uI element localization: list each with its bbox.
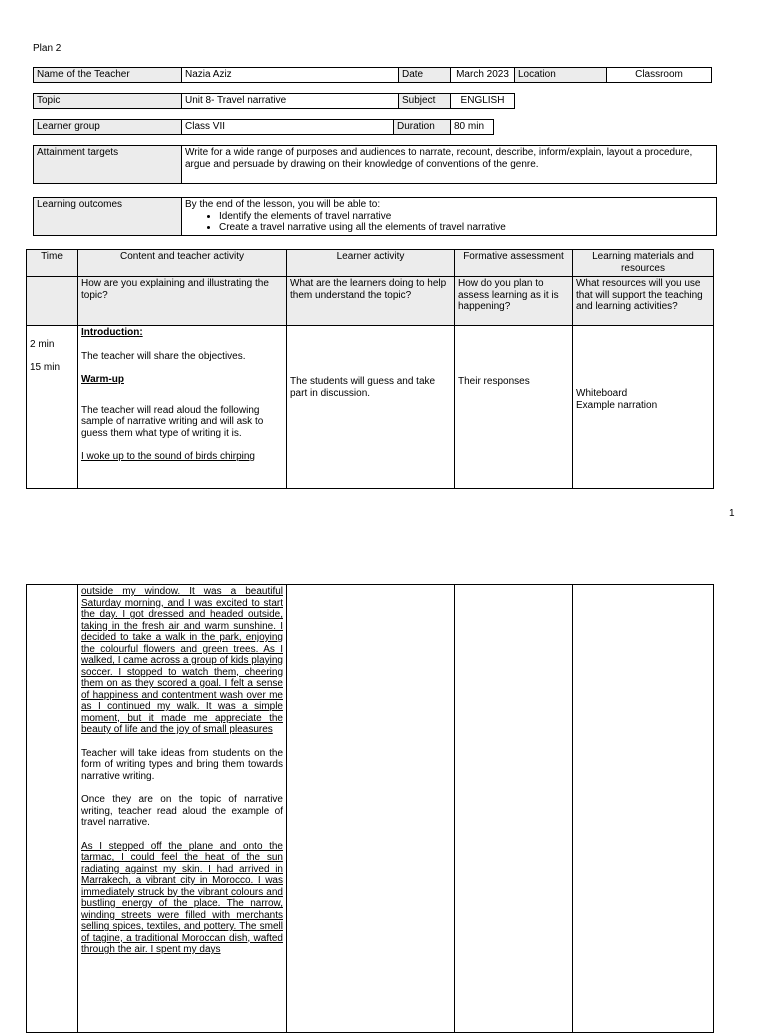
time-cell — [27, 326, 78, 489]
learner-activity: The students will guess and take part in discussion. — [287, 326, 455, 489]
location-label: Location — [515, 68, 607, 83]
warmup-heading: Warm-up — [81, 374, 124, 385]
duration-value: 80 min — [451, 120, 494, 135]
resource-whiteboard: Whiteboard — [576, 388, 628, 399]
sample-start: I woke up to the sound of birds chirping — [81, 451, 255, 462]
header-learner: Learner activity — [287, 250, 455, 277]
page-number: 1 — [729, 508, 735, 519]
resource-example: Example narration — [576, 399, 658, 411]
date-value: March 2023 — [451, 68, 515, 83]
content-cell — [78, 326, 287, 489]
learner-label: Learner group — [34, 120, 182, 135]
attainment-value: Write for a wide range of purposes and audiences to narrate, recount, describe, inform/explain, layout a procedure, argue and persuade by drawing on their knowledge of conventions of the genre. — [182, 146, 717, 184]
outcomes-table — [33, 197, 717, 236]
intro-text: The teacher will share the objectives. — [81, 350, 246, 362]
outcomes-label: Learning outcomes — [34, 198, 182, 236]
topic-label: Topic — [34, 94, 182, 109]
travel-narrative: As I stepped off the plane and onto the tarmac, I could feel the heat of the sun radiating against my skin. I had arrived in Marrakech, a vibrant city in Morocco. I was immediately struck by the vibrant colours and bustling energy of the place. The narrow, winding streets were filled with merchants selling spices, textiles, and pottery. The smell of tagine, a traditional Moroccan dish, wafted through the air. I spent my days — [81, 840, 283, 955]
question-resources: What resources will you use that will support the teaching and learning activities? — [573, 277, 714, 326]
topic-table — [33, 93, 515, 109]
header-time: Time — [27, 250, 78, 277]
outcomes-list — [185, 211, 713, 234]
location-value: Classroom — [607, 68, 712, 83]
header-content: Content and teacher activity — [78, 250, 287, 277]
learner-table — [33, 119, 494, 135]
teacher-value: Nazia Aziz — [182, 68, 399, 83]
outcomes-content — [182, 198, 717, 236]
plan-label: Plan 2 — [33, 43, 62, 54]
date-label: Date — [399, 68, 451, 83]
attainment-table — [33, 145, 717, 184]
warmup-text: The teacher will read aloud the following sample of narrative writing and will ask to guess them what type of writing it is. — [81, 404, 264, 439]
time-intro: 2 min — [30, 339, 55, 350]
outcome-item: • Create a travel narrative using all the elements of travel narrative — [219, 222, 713, 234]
lesson-table — [26, 249, 714, 489]
topic-text: Once they are on the topic of narrative writing, teacher read aloud the example of travel narrative. — [81, 794, 283, 828]
intro-heading: Introduction: — [81, 327, 143, 338]
content-cell-continued — [78, 585, 287, 1033]
subject-value: ENGLISH — [451, 94, 515, 109]
outcome-item: • Identify the elements of travel narrative — [219, 211, 713, 223]
time-cell-continued — [27, 585, 78, 1033]
lesson-table-continued — [26, 584, 714, 1033]
question-assessment: How do you plan to assess learning as it is happening? — [455, 277, 573, 326]
outcomes-intro: By the end of the lesson, you will be able to: — [185, 199, 381, 210]
question-learner: What are the learners doing to help them understand the topic? — [287, 277, 455, 326]
assessment-cell: Their responses — [455, 326, 573, 489]
resources-cell — [573, 326, 714, 489]
ideas-text: Teacher will take ideas from students on the form of writing types and bring them towards narrative writing. — [81, 747, 283, 782]
attainment-label: Attainment targets — [34, 146, 182, 184]
header-assessment: Formative assessment — [455, 250, 573, 277]
question-content: How are you explaining and illustrating the topic? — [78, 277, 287, 326]
assessment-cell-continued — [455, 585, 573, 1033]
learner-value: Class VII — [182, 120, 394, 135]
header-table — [33, 67, 712, 83]
resources-cell-continued — [573, 585, 714, 1033]
teacher-label: Name of the Teacher — [34, 68, 182, 83]
learner-cell-continued — [287, 585, 455, 1033]
subject-label: Subject — [399, 94, 451, 109]
question-time-empty — [27, 277, 78, 326]
header-resources: Learning materials and resources — [573, 250, 714, 277]
topic-value: Unit 8- Travel narrative — [182, 94, 399, 109]
time-warmup: 15 min — [30, 361, 61, 373]
sample-continued: outside my window. It was a beautiful Saturday morning, and I was excited to start the day. I got dressed and headed outside, taking in the fresh air and warm sunshine. I decided to take a walk in the park, enjoying the colourful flowers and green trees. As I walked, I came across a group of kids playing soccer. I stopped to watch them, cheering them on as they scored a goal. I felt a sense of happiness and contentment wash over me as I continued my walk. It was a simple moment, but it made me appreciate the beauty of life and the joy of small pleasures — [81, 586, 283, 735]
duration-label: Duration — [394, 120, 451, 135]
